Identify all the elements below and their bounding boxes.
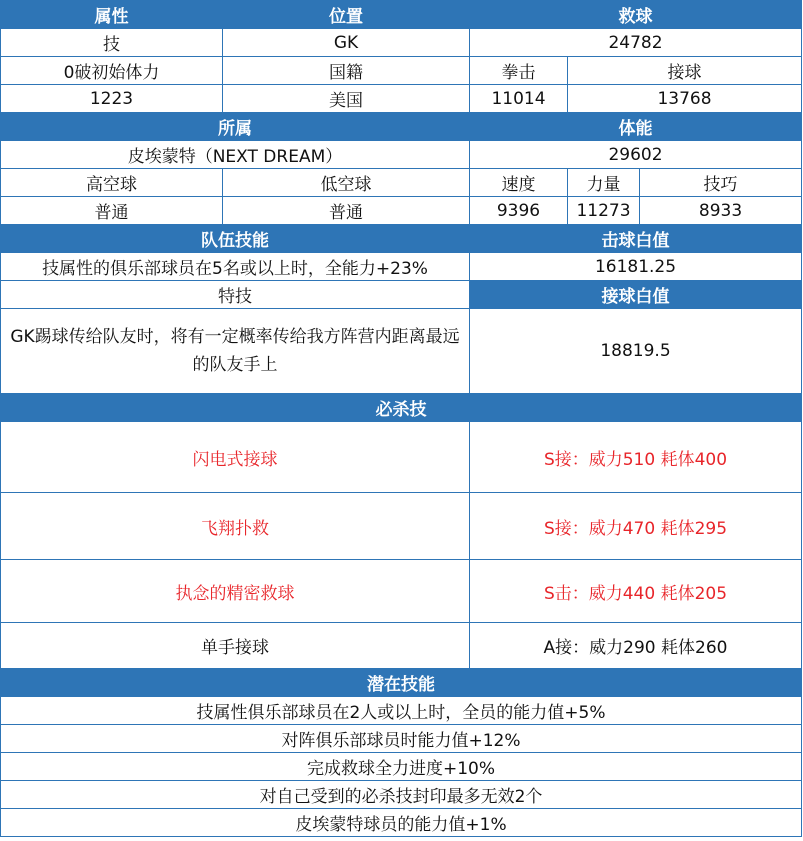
header-row-affiliation: [1, 113, 802, 141]
move-row: [1, 493, 802, 560]
potential-header: 潜在技能: [1, 669, 802, 697]
high-ball-label: 高空球: [1, 169, 223, 197]
affiliation-header: 所属: [1, 113, 470, 141]
catch-white-value: 18819.5: [470, 309, 802, 394]
strike-white-value: 16181.25: [470, 253, 802, 281]
team-skill-value: 技属性的俱乐部球员在5名或以上时，全能力+23%: [1, 253, 470, 281]
catch-value: 13768: [568, 85, 802, 113]
move-stats: S击：威力440 耗体205: [470, 560, 802, 623]
save-header: 救球: [470, 1, 802, 29]
physique-header: 体能: [470, 113, 802, 141]
physique-value: 29602: [470, 141, 802, 169]
move-name: 执念的精密救球: [1, 560, 470, 623]
header-row-attribute: [1, 1, 802, 29]
team-skill-row: [1, 253, 802, 281]
catch-label: 接球: [568, 57, 802, 85]
save-value: 24782: [470, 29, 802, 57]
potential-item: 皮埃蒙特球员的能力值+1%: [1, 809, 802, 837]
nationality-label: 国籍: [223, 57, 470, 85]
move-name: 闪电式接球: [1, 422, 470, 493]
punch-label: 拳击: [470, 57, 568, 85]
potential-row: [1, 753, 802, 781]
move-row: [1, 623, 802, 669]
stamina-value-row: [1, 85, 802, 113]
speed-label: 速度: [470, 169, 568, 197]
special-row: [1, 309, 802, 394]
strike-white-header: 击球白值: [470, 225, 802, 253]
ball-label-row: [1, 169, 802, 197]
power-label: 力量: [568, 169, 640, 197]
affiliation-row: [1, 141, 802, 169]
special-value: GK踢球传给队友时，将有一定概率传给我方阵营内距离最远的队友手上: [1, 309, 470, 394]
ball-value-row: [1, 197, 802, 225]
stamina-label-row: [1, 57, 802, 85]
speed-value: 9396: [470, 197, 568, 225]
position-value: GK: [223, 29, 470, 57]
special-moves-header: 必杀技: [1, 394, 802, 422]
technique-label: 技巧: [640, 169, 802, 197]
low-ball-label: 低空球: [223, 169, 470, 197]
special-label: 特技: [1, 281, 470, 309]
potential-row: [1, 697, 802, 725]
potential-item: 技属性俱乐部球员在2人或以上时，全员的能力值+5%: [1, 697, 802, 725]
move-stats: S接：威力470 耗体295: [470, 493, 802, 560]
potential-item: 对自己受到的必杀技封印最多无效2个: [1, 781, 802, 809]
move-stats: A接：威力290 耗体260: [470, 623, 802, 669]
attribute-row: [1, 29, 802, 57]
special-header-row: [1, 281, 802, 309]
move-stats: S接：威力510 耗体400: [470, 422, 802, 493]
header-row-special-moves: [1, 394, 802, 422]
power-value: 11273: [568, 197, 640, 225]
team-skill-header: 队伍技能: [1, 225, 470, 253]
technique-value: 8933: [640, 197, 802, 225]
catch-white-header: 接球白值: [470, 281, 802, 309]
nationality-value: 美国: [223, 85, 470, 113]
potential-item: 完成救球全力进度+10%: [1, 753, 802, 781]
header-row-potential: [1, 669, 802, 697]
affiliation-value: 皮埃蒙特（NEXT DREAM）: [1, 141, 470, 169]
move-row: [1, 560, 802, 623]
attribute-value: 技: [1, 29, 223, 57]
punch-value: 11014: [470, 85, 568, 113]
move-name: 单手接球: [1, 623, 470, 669]
potential-row: [1, 809, 802, 837]
stamina-label: 0破初始体力: [1, 57, 223, 85]
move-name: 飞翔扑救: [1, 493, 470, 560]
low-ball-value: 普通: [223, 197, 470, 225]
potential-item: 对阵俱乐部球员时能力值+12%: [1, 725, 802, 753]
potential-row: [1, 781, 802, 809]
stamina-value: 1223: [1, 85, 223, 113]
move-row: [1, 422, 802, 493]
header-row-team-skill: [1, 225, 802, 253]
high-ball-value: 普通: [1, 197, 223, 225]
potential-row: [1, 725, 802, 753]
attribute-header: 属性: [1, 1, 223, 29]
position-header: 位置: [223, 1, 470, 29]
